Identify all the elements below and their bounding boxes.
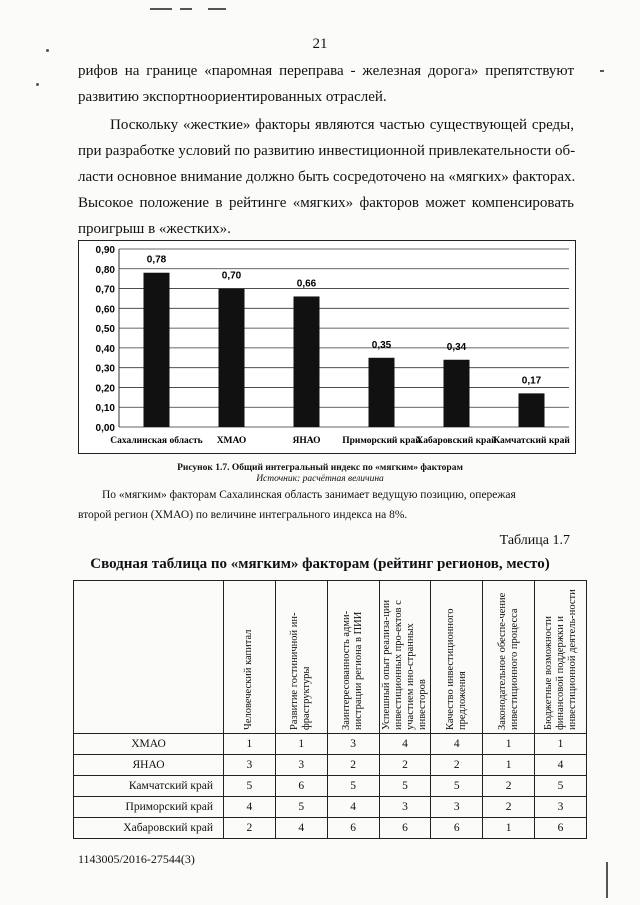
table-title: Сводная таблица по «мягким» факторам (рейтинг регионов, место) bbox=[90, 556, 550, 572]
rating-cell: 4 bbox=[275, 818, 327, 839]
bar bbox=[519, 393, 545, 427]
y-tick-label: 0,10 bbox=[95, 403, 115, 415]
y-tick-label: 0,80 bbox=[95, 264, 115, 276]
rating-cell: 4 bbox=[431, 734, 483, 755]
column-header: Бюджетные возможности финансовой поддержки и инвестиционной деятель-ности bbox=[542, 589, 578, 730]
table-row bbox=[74, 776, 587, 797]
y-tick-label: 0,40 bbox=[95, 343, 115, 355]
rating-cell: 1 bbox=[483, 734, 535, 755]
rating-cell: 5 bbox=[535, 776, 587, 797]
column-header: Законодательное обеспе-чение инвестиционного процесса bbox=[496, 592, 520, 730]
scan-mark bbox=[150, 8, 172, 10]
column-header: Успешный опыт реализа-ции инвестиционных про-ектов с участием ино-странных инвесторов bbox=[380, 599, 428, 730]
x-tick-label: Приморский край bbox=[342, 436, 421, 446]
bar bbox=[444, 360, 470, 427]
x-tick-label: Хабаровский край bbox=[416, 436, 497, 446]
scan-mark bbox=[600, 70, 604, 72]
rating-cell: 2 bbox=[379, 755, 431, 776]
rating-cell: 3 bbox=[431, 797, 483, 818]
table-row bbox=[74, 734, 587, 755]
table-row bbox=[74, 755, 587, 776]
body-text-line: По «мягким» факторам Сахалинская область занимает ведущую позицию, опережая bbox=[102, 489, 516, 501]
figure-caption: Рисунок 1.7. Общий интегральный индекс по «мягким» факторам bbox=[177, 463, 463, 473]
body-text-line: второй регион (ХМАО) по величине интегрального индекса на 8%. bbox=[78, 509, 408, 521]
rating-cell: 2 bbox=[224, 818, 276, 839]
region-name-cell: Хабаровский край bbox=[74, 818, 224, 839]
y-tick-label: 0,70 bbox=[95, 284, 115, 296]
figure-source: Источник: расчётная величина bbox=[256, 474, 384, 484]
rating-cell: 6 bbox=[327, 818, 379, 839]
rating-cell: 4 bbox=[535, 755, 587, 776]
rating-cell: 6 bbox=[535, 818, 587, 839]
rating-cell: 6 bbox=[275, 776, 327, 797]
data-label: 0,66 bbox=[296, 278, 317, 290]
paragraph-2 bbox=[78, 112, 574, 242]
data-label: 0,17 bbox=[521, 375, 542, 387]
rating-cell: 4 bbox=[224, 797, 276, 818]
x-tick-label: ЯНАО bbox=[292, 436, 321, 446]
y-tick-label: 0,50 bbox=[95, 324, 115, 336]
x-tick-label: ХМАО bbox=[216, 436, 247, 446]
x-tick-label: Камчатский край bbox=[493, 436, 570, 446]
scan-mark bbox=[606, 862, 608, 898]
paragraph-line: проигрыш в «жестких». bbox=[78, 221, 231, 237]
bar-chart-svg bbox=[79, 241, 575, 453]
rating-cell: 1 bbox=[224, 734, 276, 755]
y-tick-label: 0,60 bbox=[95, 304, 115, 316]
region-name-cell: Камчатский край bbox=[74, 776, 224, 797]
rating-cell: 5 bbox=[327, 776, 379, 797]
body-text bbox=[78, 485, 572, 525]
column-header: Развитие гостиничной ин-фраструктуры bbox=[289, 612, 313, 730]
rating-cell: 4 bbox=[327, 797, 379, 818]
scan-mark bbox=[180, 8, 192, 10]
y-tick-label: 0,30 bbox=[95, 363, 115, 375]
column-header: Человеческий капитал bbox=[243, 629, 255, 730]
region-name-cell: ЯНАО bbox=[74, 755, 224, 776]
rating-cell: 5 bbox=[431, 776, 483, 797]
scan-mark bbox=[36, 83, 39, 86]
y-tick-label: 0,20 bbox=[95, 383, 115, 395]
table-header-row bbox=[74, 581, 587, 734]
bar-chart bbox=[78, 240, 576, 454]
rating-cell: 5 bbox=[379, 776, 431, 797]
rating-cell: 5 bbox=[224, 776, 276, 797]
rating-cell: 1 bbox=[535, 734, 587, 755]
region-name-cell: ХМАО bbox=[74, 734, 224, 755]
paragraph-line: Высокое положение в рейтинге «мягких» факторов может компенсировать bbox=[78, 195, 574, 211]
document-id: 1143005/2016-27544(3) bbox=[78, 852, 195, 866]
paragraph-1 bbox=[78, 58, 574, 110]
rating-cell: 4 bbox=[379, 734, 431, 755]
column-header: Заинтересованность адми-нистрации региона в ПИИ bbox=[341, 610, 365, 730]
y-tick-label: 0,00 bbox=[95, 423, 115, 434]
bar bbox=[219, 289, 245, 427]
data-label: 0,78 bbox=[146, 254, 167, 266]
region-name-cell: Приморский край bbox=[74, 797, 224, 818]
x-tick-label: Сахалинская область bbox=[110, 436, 203, 446]
rating-cell: 3 bbox=[327, 734, 379, 755]
rating-table bbox=[73, 580, 587, 839]
paragraph-line: рифов на границе «паромная переправа - железная дорога» препятствуют bbox=[78, 63, 574, 79]
paragraph-line: Поскольку «жесткие» факторы являются частью существующей среды, bbox=[110, 117, 574, 133]
table-label: Таблица 1.7 bbox=[499, 533, 570, 548]
rating-cell: 3 bbox=[535, 797, 587, 818]
rating-cell: 1 bbox=[275, 734, 327, 755]
rating-cell: 1 bbox=[483, 818, 535, 839]
rating-cell: 2 bbox=[483, 797, 535, 818]
y-tick-label: 0,90 bbox=[95, 245, 115, 256]
table-row bbox=[74, 797, 587, 818]
rating-cell: 3 bbox=[275, 755, 327, 776]
rating-cell: 6 bbox=[431, 818, 483, 839]
bar bbox=[144, 273, 170, 427]
page-number: 21 bbox=[312, 36, 328, 52]
table-row bbox=[74, 818, 587, 839]
paragraph-line: развитию экспортноориентированных отраслей. bbox=[78, 89, 387, 105]
scan-mark bbox=[208, 8, 226, 10]
rating-cell: 2 bbox=[327, 755, 379, 776]
rating-cell: 3 bbox=[224, 755, 276, 776]
data-label: 0,35 bbox=[371, 339, 392, 351]
data-label: 0,34 bbox=[446, 341, 467, 353]
rating-cell: 1 bbox=[483, 755, 535, 776]
rating-cell: 5 bbox=[275, 797, 327, 818]
rating-cell: 2 bbox=[483, 776, 535, 797]
bar bbox=[294, 296, 320, 427]
rating-cell: 2 bbox=[431, 755, 483, 776]
paragraph-line: ласти основное внимание должно быть сосредоточено на «мягких» факторах. bbox=[78, 169, 576, 185]
bar bbox=[369, 358, 395, 427]
column-header: Качество инвестиционного предложения bbox=[444, 608, 468, 730]
paragraph-line: при разработке условий по развитию инвестиционной привлекательности об- bbox=[78, 143, 576, 159]
rating-cell: 6 bbox=[379, 818, 431, 839]
table-corner-cell bbox=[74, 581, 224, 734]
rating-cell: 3 bbox=[379, 797, 431, 818]
data-label: 0,70 bbox=[221, 270, 242, 282]
